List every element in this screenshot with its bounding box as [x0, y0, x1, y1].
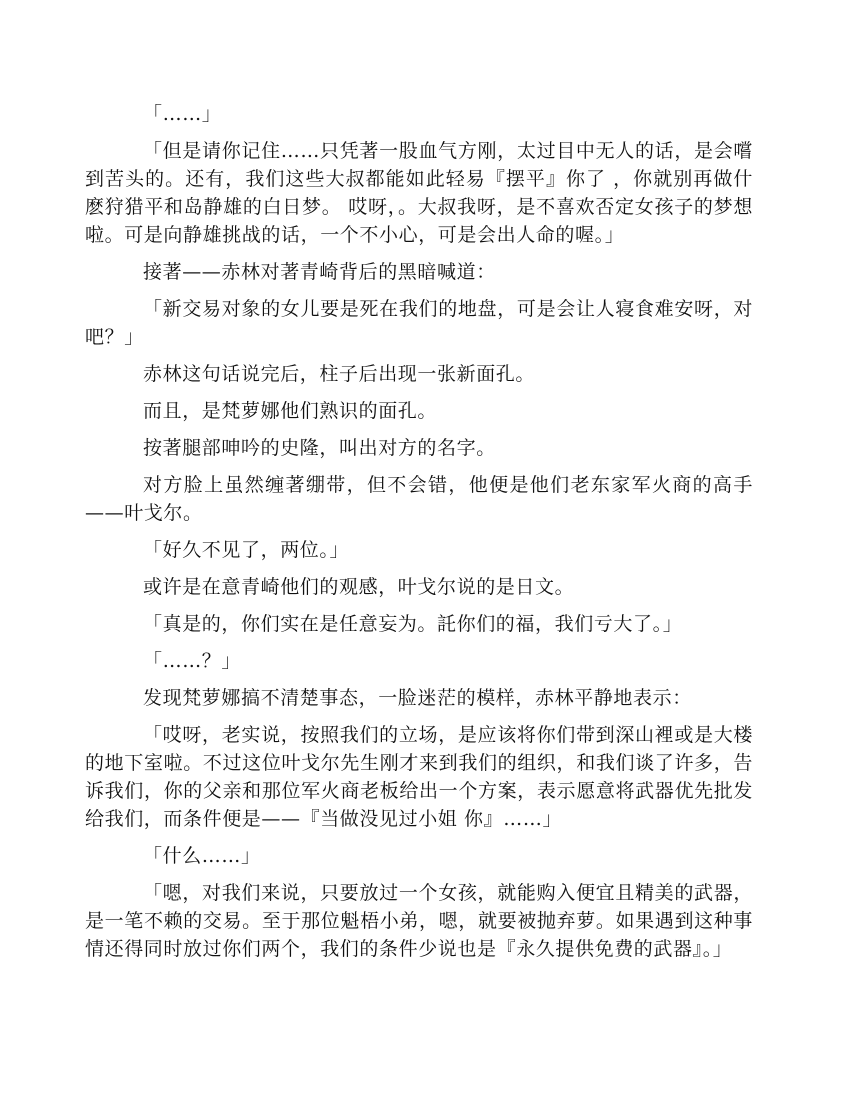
paragraph-2: 「但是请你记住……只凭著一股血气方刚，太过目中无人的话，是会嚐到苦头的。还有，我们这些大叔都能如此轻易『摆平』你了 ，你就别再做什麽狩猎平和岛静雄的白日梦。 哎呀，。大叔我呀，是不喜欢否定女孩子的梦想啦。可是向静雄挑战的话，一个不小心，可是会出人命的喔。」 — [85, 140, 753, 246]
paragraph-15: 「什么……」 — [143, 845, 261, 867]
paragraph-8: 对方脸上虽然缠著绷带，但不会错，他便是他们老东家军火商的高手——叶戈尔。 — [85, 474, 753, 524]
paragraph-9: 「好久不见了，两位。」 — [143, 539, 350, 561]
paragraph-5: 赤林这句话说完后，柱子后出现一张新面孔。 — [143, 363, 536, 385]
paragraph-12: 「……？」 — [143, 650, 242, 672]
document-page — [85, 100, 753, 972]
paragraph-14: 「哎呀，老实说，按照我们的立场，是应该将你们带到深山裡或是大楼的地下室啦。不过这位叶戈尔先生刚才来到我们的组织，和我们谈了许多，告诉我们，你的父亲和那位军火商老板给出一个方案，表示愿意将武器优先批发给我们，而条件便是——『当做没见过小姐 你』……」 — [85, 724, 753, 830]
paragraph-1: 「……」 — [143, 103, 222, 125]
paragraph-11: 「真是的，你们实在是任意妄为。託你们的福，我们亏大了。」 — [143, 613, 683, 635]
paragraph-6: 而且，是梵萝娜他们熟识的面孔。 — [143, 400, 438, 422]
paragraph-7: 按著腿部呻吟的史隆，叫出对方的名字。 — [143, 437, 496, 459]
paragraph-13: 发现梵萝娜搞不清楚事态，一脸迷茫的模样，赤林平静地表示： — [143, 687, 692, 709]
paragraph-16: 「嗯，对我们来说，只要放过一个女孩，就能购入便宜且精美的武器，是一笔不赖的交易。至于那位魁梧小弟，嗯，就要被抛弃萝。如果遇到这种事情还得同时放过你们两个，我们的条件少说也是『永久提供免费的武器』。」 — [85, 882, 753, 960]
paragraph-4: 「新交易对象的女儿要是死在我们的地盘，可是会让人寝食难安呀，对吧？」 — [85, 298, 753, 348]
paragraph-3: 接著——赤林对著青崎背后的黑暗喊道： — [143, 261, 496, 283]
paragraph-10: 或许是在意青崎他们的观感，叶戈尔说的是日文。 — [143, 576, 575, 598]
